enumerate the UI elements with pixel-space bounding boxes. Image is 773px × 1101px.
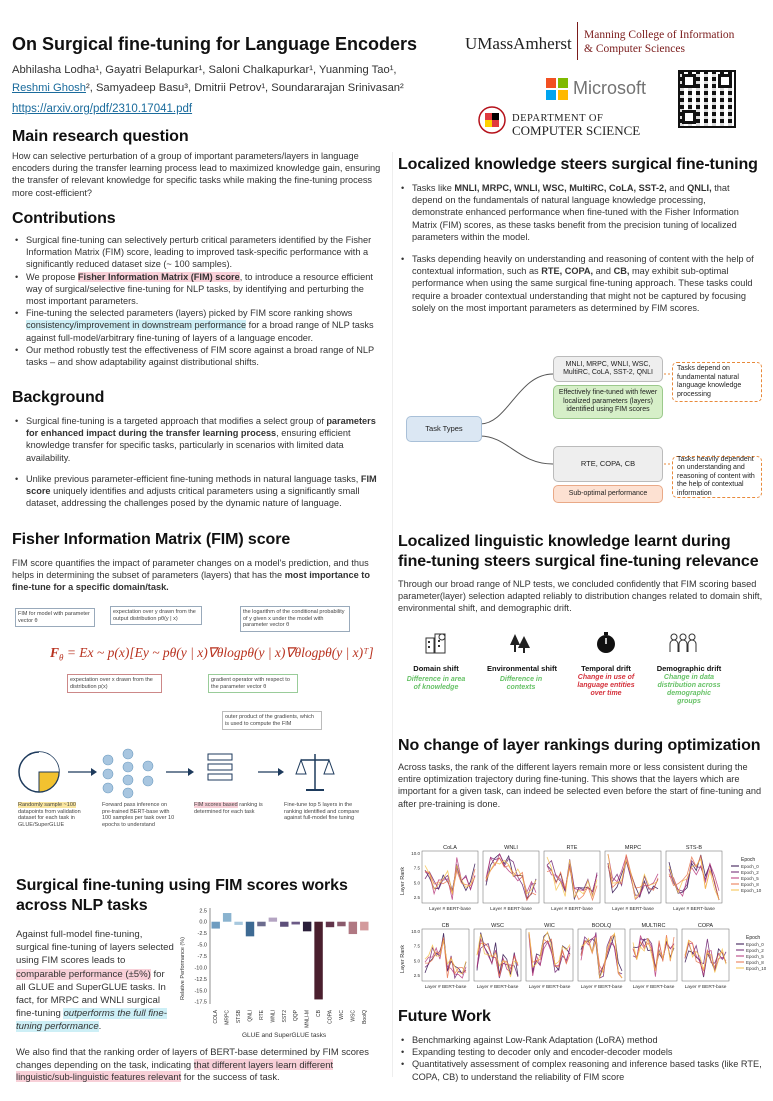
subplot-ytick: 5.0 — [413, 958, 420, 964]
legend-title: Epoch — [746, 935, 761, 941]
bar — [280, 922, 288, 927]
shift-desc: Difference in contexts — [499, 676, 543, 691]
annotation: FIM for model with parameter vector θ — [15, 608, 95, 627]
logo-divider — [577, 22, 578, 60]
fim-section — [12, 531, 382, 594]
shift-name: Demographic drift — [656, 664, 722, 673]
future-section — [398, 1008, 763, 1083]
diagram-root: Task Types — [406, 416, 482, 442]
fim-equation: $F_\theta = Ex$ ~ p(x)[Ey ~ pθ(y | x)∇θlogpθ(y | x)∇θlogpθ(y | x)ᵀ] — [50, 645, 374, 663]
subplot-xlabel: Layer # BERT-base — [551, 907, 593, 912]
linguistic-text: Through our broad range of NLP tests, we concluded confidently that FIM scoring based parameter(layer) selection adapted reliably to distribution changes related to domain shift, environmental shift, and demographic drift. — [398, 579, 763, 614]
annotation: outer product of the gradients, which is used to compute the FIM — [222, 711, 322, 730]
bar — [246, 922, 254, 937]
rankings-text: Across tasks, the rank of the different layers remain more or less consistent during the entire optimization trajectory during fine-tuning. This shows that the layers which are important for a given task, can indeed be selected even before the start of fine-tuning and after pre-training is done. — [398, 762, 762, 809]
x-tick-label: QNLI — [247, 1010, 254, 1022]
y-tick-label: -10.0 — [194, 965, 207, 972]
subplot-xlabel: Layer # BERT-base — [612, 907, 654, 912]
subplot-title: CB — [441, 923, 450, 929]
x-tick-label: COLA — [213, 1010, 220, 1024]
bar — [303, 922, 311, 932]
diagram-bot-result: Sub-optimal performance — [553, 485, 663, 503]
annotation: expectation over x drawn from the distribution p(x) — [67, 674, 162, 693]
subplot-title: RTE — [566, 845, 578, 851]
x-tick-label: WSC — [350, 1010, 357, 1022]
subplot-frame — [605, 851, 661, 903]
x-tick-label: MNLI-M — [304, 1010, 311, 1028]
subplot-xlabel: Layer # BERT-base — [632, 985, 675, 990]
background-item: • Unlike previous parameter-efficient fine-tuning methods in natural language tasks, FIM score uniquely identifies and adjusts critical parameters using a significantly small dataset, addressing the challenges posed by the dynamic nature of language. — [12, 473, 382, 510]
localized-section — [398, 156, 758, 314]
subplot-ytick: 7.5 — [413, 943, 420, 949]
annotation: expectation over y drawn from the output distribution pθ(y | x) — [110, 606, 202, 625]
annotation: gradient operator with respect to the parameter vector θ — [208, 674, 298, 693]
chart-ylabel: Relative Performance (%) — [180, 937, 186, 1001]
bar — [337, 922, 345, 927]
subplot-ytick: 2.5 — [413, 895, 420, 900]
legend-label: Epoch_0 — [741, 864, 759, 869]
research-title: Main research question — [12, 128, 189, 145]
legend-label: Epoch_10 — [746, 966, 766, 971]
legend-label: Epoch_2 — [741, 870, 759, 875]
stopwatch-icon — [594, 631, 618, 655]
microsoft-logo-text: Microsoft — [573, 78, 647, 98]
subplot-ytick: 2.5 — [413, 973, 420, 978]
contribution-item: • Surgical fine-tuning can selectively perturb critical parameters identified by the Fisher Information Matrix (FIM) score, leading to improved task-specific performance with a significantly reduced dataset size (~ 100 samples). — [12, 234, 382, 271]
microsoft-logo-icon — [546, 78, 568, 100]
future-item: • Benchmarking against Low-Rank Adaptation (LoRA) method — [398, 1034, 763, 1046]
author-link[interactable]: Reshmi Ghosh — [12, 82, 86, 94]
subplot-xlabel: Layer # BERT-base — [580, 985, 623, 990]
shift-name: Environmental shift — [486, 664, 557, 673]
subplot-title: COPA — [697, 923, 714, 929]
y-tick-label: -2.5 — [197, 931, 207, 938]
shift-name: Domain shift — [413, 664, 459, 673]
x-tick-label: SST2 — [281, 1010, 288, 1023]
subplot-xlabel: Layer # BERT-base — [673, 907, 715, 912]
chart-xlabel: GLUE and SuperGLUE tasks — [242, 1032, 327, 1039]
pipeline-figure: Randomly sample ~100 datapoints from validation dataset for each task in GLUE/SuperGLUE Forward pass inference on pre-trained BERT-base with 100 samples per task over 10 epochs to understand FIM scores based ranking is determined for each task Fine-tune top 5 layers in the ranking identified and compare against full-model fine tuning — [18, 748, 383, 848]
x-tick-label: MRPC — [224, 1010, 231, 1025]
subplot-xlabel: Layer # BERT-base — [429, 907, 471, 912]
subplot-xlabel: Layer # BERT-base — [684, 985, 727, 990]
legend-label: Epoch_0 — [746, 942, 764, 947]
legend-label: Epoch_8 — [741, 882, 759, 887]
manning-logo: Manning College of Information & Computer Sciences — [584, 29, 735, 55]
authors: Abhilasha Lodha¹, Gayatri Belapurkar¹, Saloni Chalkapurkar¹, Yuanming Tao¹, Reshmi Ghosh², Samyadeep Basu³, Dmitrii Petrov¹, Soundararajan Srinivasan² — [12, 64, 404, 94]
surgical-title: Surgical fine-tuning using FIM scores works across NLP tasks — [16, 877, 348, 914]
contribution-item: • Our method robustly test the effectiveness of FIM score against a broad range of NLP tasks – and show adaptability against distributional shifts. — [12, 344, 382, 368]
bar — [269, 918, 277, 922]
legend-label: Epoch_10 — [741, 888, 762, 893]
subplot-xlabel: Layer # BERT-base — [476, 985, 519, 990]
shift-icons — [398, 628, 758, 718]
background-section — [12, 389, 382, 509]
localized-item: • Tasks depending heavily on understanding and reasoning of content with the help of contextual information, such as RTE, COPA, and CB, may exhibit sub-optimal performance when using the same surgical fine-tuning approach. These tasks could require a broader contextual understanding that might not be captured by focusing solely on the most important parameters as determined by FIM scores. — [398, 253, 758, 314]
subplot-ytick: 10.0 — [411, 851, 420, 856]
fim-title: Fisher Information Matrix (FIM) score — [12, 531, 291, 548]
subplot-xlabel: Layer # BERT-base — [490, 907, 532, 912]
layer-rank-plots — [396, 843, 766, 1005]
y-tick-label: -5.0 — [197, 942, 207, 949]
bar — [212, 922, 220, 929]
future-title: Future Work — [398, 1008, 491, 1025]
surgical-text: Against full-model fine-tuning, surgical fine-tuning of layers selected using FIM scores leads to comparable performance (±5%) for all GLUE and SuperGLUE tasks. In fact, for MRPC and WNLI surgical fine-tuning outperforms the full fine-tuning performance. — [16, 929, 174, 1033]
contribution-item: • We propose Fisher Information Matrix (FIM) score, to introduce a resource efficient way of surgical/selective fine-tuning for NLP tasks, by identifying and perturbing the most important parameters. — [12, 271, 382, 308]
bar — [349, 922, 357, 934]
localized-item: • Tasks like MNLI, MRPC, WNLI, WSC, MultiRC, CoLA, SST-2, and QNLI, that depend on the fundamentals of natural language knowledge processing, demonstrate enhanced performance when fine-tuned with the Fisher Information Matrix (FIM) scores, as these tasks benefit from the precision tuning of localized parameters within the model. — [398, 182, 758, 243]
legend-label: Epoch_5 — [741, 876, 759, 881]
dept-logo: DEPARTMENT OF COMPUTER SCIENCE — [512, 113, 641, 138]
bar — [360, 922, 368, 931]
y-tick-label: -12.5 — [194, 976, 207, 983]
bar — [292, 922, 300, 925]
subplot-title: WNLI — [504, 845, 518, 851]
trees-icon — [508, 632, 532, 654]
legend-label: Epoch_2 — [746, 948, 764, 953]
localized-title: Localized knowledge steers surgical fine-tuning — [398, 156, 758, 173]
research-section — [12, 128, 382, 199]
shift-desc: Change in use of language entities over time — [577, 674, 635, 697]
subplot-title: WSC — [491, 923, 504, 929]
qr-code-icon — [678, 70, 736, 128]
contribution-item: • Fine-tuning the selected parameters (layers) picked by FIM score ranking shows consistency/improvement in downstream performance for a broad range of NLP tasks against full-model/arbitrary fine-tuning of layers of a language encoder. — [12, 307, 382, 344]
subplot-title: WIC — [544, 923, 555, 929]
subplot-ytick: 7.5 — [413, 865, 420, 871]
background-title: Background — [12, 389, 105, 406]
diagram-top-result: Effectively fine-tuned with fewer localized parameters (layers) identified using FIM scores — [553, 385, 663, 419]
subplot-frame — [682, 929, 729, 981]
subplot-ytick: 5.0 — [413, 880, 420, 886]
subplot-title: STS-B — [685, 845, 703, 851]
subplot-title: BOOLQ — [591, 923, 612, 929]
fim-equation-figure — [12, 603, 382, 733]
building-icon — [424, 632, 448, 654]
contributions-section — [12, 210, 382, 368]
legend-label: Epoch_8 — [746, 960, 764, 965]
subplot-title: CoLA — [443, 845, 457, 851]
subplot-xlabel: Layer # BERT-base — [528, 985, 571, 990]
people-icon — [668, 632, 698, 654]
rankings-title: No change of layer rankings during optimization — [398, 737, 761, 754]
poster-title: On Surgical fine-tuning for Language Encoders — [12, 34, 418, 54]
x-tick-label: COPA — [327, 1010, 334, 1024]
legend-label: Epoch_5 — [746, 954, 764, 959]
subplot-title: MULTIRC — [641, 923, 666, 929]
diagram-top-tasks: MNLI, MRPC, WNLI, WSC, MultiRC, CoLA, SST-2, QNLI — [553, 356, 663, 382]
y-tick-label: 2.5 — [199, 908, 207, 915]
bar — [326, 922, 334, 927]
x-tick-label: WIC — [338, 1010, 345, 1020]
research-text: How can selective perturbation of a group of important parameters/layers in language encoders during the transfer learning process lead to maximized knowledge gain, ensuring the transfer of relevant knowledge for specific tasks while making the fine-tuning process more cost-efficient? — [12, 151, 381, 198]
y-tick-label: -17.5 — [194, 999, 207, 1006]
subplot-frame — [666, 851, 722, 903]
future-item: • Quantitatively assessment of complex reasoning and inference based tasks (like RTE, COPA, CB) to understand the reliability of FIM score — [398, 1058, 763, 1082]
x-tick-label: QQP — [293, 1010, 300, 1022]
shift-name: Temporal drift — [581, 664, 631, 673]
y-tick-label: 0.0 — [199, 919, 207, 926]
contributions-title: Contributions — [12, 210, 116, 227]
linguistic-title: Localized linguistic knowledge learnt during fine-tuning steers surgical fine-tuning relevance — [398, 533, 759, 570]
diagram-top-desc: Tasks depend on fundamental natural language knowledge processing — [672, 362, 762, 402]
bar — [234, 922, 242, 925]
relative-performance-chart — [180, 904, 375, 1044]
linguistic-section — [398, 532, 763, 615]
shift-desc: Change in data distribution across demographic groups — [657, 674, 721, 705]
legend-title: Epoch — [741, 857, 756, 863]
surgical-text-2: We also find that the ranking order of layers of BERT-base determined by FIM scores changes depending on the task, indicating that different layers learn different linguistic/sub-linguistic features relevant for the success of task. — [16, 1046, 369, 1083]
x-tick-label: CB — [316, 1010, 323, 1017]
umass-logo: UMassAmherst — [465, 34, 572, 53]
fim-text: FIM score quantifies the impact of parameter changes on a model's prediction, and thus helps in determining the subset of parameters (layers) that has the most importance to fine-tune for a specific domain/task. — [12, 558, 370, 593]
rank-ylabel: Layer Rank — [400, 866, 406, 896]
y-tick-label: -7.5 — [197, 954, 207, 960]
rankings-section — [398, 737, 763, 810]
x-tick-label: WNLI — [270, 1010, 277, 1023]
arxiv-link[interactable]: https://arxiv.org/pdf/2310.17041.pdf — [12, 103, 193, 115]
bar — [314, 922, 322, 1000]
subplot-ytick: 10.0 — [411, 929, 420, 934]
bar — [257, 922, 265, 927]
diagram-bot-tasks: RTE, COPA, CB — [553, 446, 663, 482]
future-item: • Expanding testing to decoder only and encoder-decoder models — [398, 1046, 763, 1058]
x-tick-label: STSB — [236, 1010, 243, 1024]
rank-ylabel: Layer Rank — [400, 944, 406, 974]
background-item: • Surgical fine-tuning is a targeted approach that modifies a select group of parameters for enhanced impact during the transfer learning process, ensuring efficient knowledge transfer for specific tasks, particularly in scenarios with limited data availability. — [12, 415, 382, 464]
annotation: the logarithm of the conditional probability of y given x under the model with parameter vector θ — [240, 606, 350, 632]
y-tick-label: -15.0 — [194, 988, 207, 995]
x-tick-label: RTE — [258, 1010, 265, 1020]
subplot-title: MRPC — [624, 845, 642, 851]
task-types-diagram — [398, 352, 763, 512]
x-tick-label: BoolQ — [361, 1010, 368, 1024]
diagram-bot-desc: Tasks heavily dependent on understanding and reasoning of content with the help of contextual information — [672, 456, 762, 498]
bar — [223, 913, 231, 922]
subplot-xlabel: Layer # BERT-base — [424, 985, 467, 990]
shift-desc: Difference in area of knowledge — [406, 676, 466, 691]
maryland-seal-icon — [478, 106, 506, 136]
